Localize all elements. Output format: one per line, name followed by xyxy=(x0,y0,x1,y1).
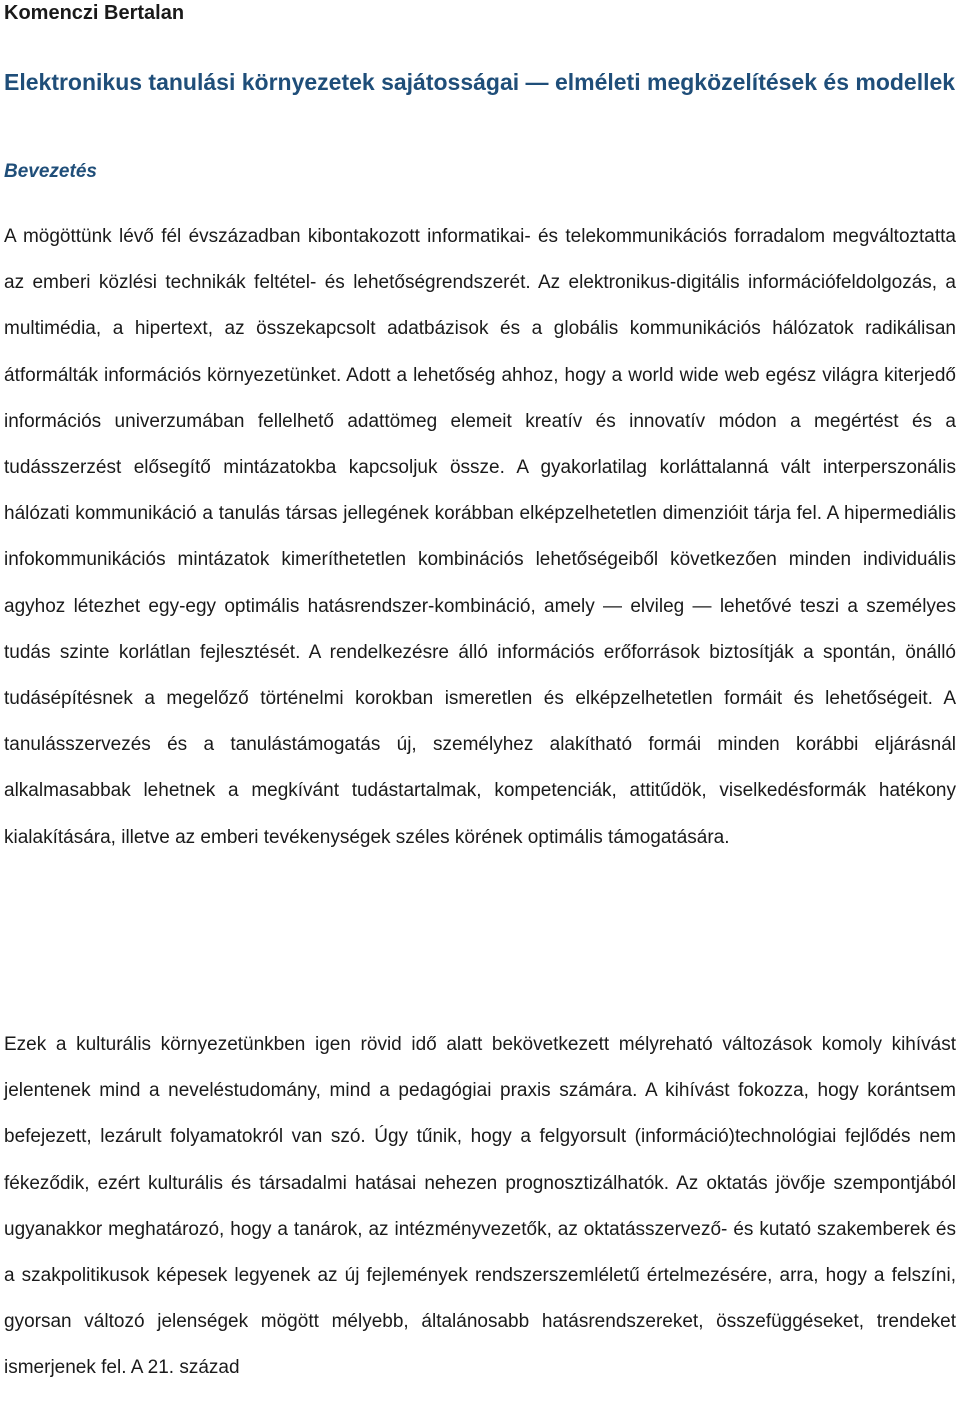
section-heading: Bevezetés xyxy=(4,161,97,182)
document-title: Elektronikus tanulási környezetek sajátosságai — elméleti megközelítések és modellek xyxy=(4,69,956,95)
body-paragraph: A mögöttünk lévő fél évszázadban kibontakozott informatikai- és telekommunikációs forradalom megváltoztatta az emberi közlési technikák feltétel- és lehetőségrendszerét. Az elektronikus-digitális információfeldolgozás, a multimédia, a hipertext, az összekapcsolt adatbázisok és a globális kommunikációs hálózatok radikálisan átformálták információs környezetünket. Adott a lehetőség ahhoz, hogy a world wide web egész világra kiterjedő információs univerzumában fellelhető adattömeg elemeit kreatív és innovatív módon a megértést és a tudásszerzést elősegítő mintázatokba kapcsoljuk össze. A gyakorlatilag korláttalanná vált interperszonális hálózati kommunikáció a tanulás társas jellegének korábban elképzelhetetlen dimenzióit tárja fel. A hipermediális infokommunikációs mintázatok kimeríthetetlen kombinációs lehetőségeiből következően minden individuális agyhoz létezhet egy-egy optimális hatásrendszer-kombináció, amely — elvileg — lehetővé teszi a személyes tudás szinte korlátlan fejlesztését. A rendelkezésre álló információs erőforrások biztosítják a spontán, önálló tudásépítésnek a megelőző történelmi korokban ismeretlen és elképzelhetetlen formáit és lehetőségeit. A tanulásszervezés és a tanulástámogatás új, személyhez alakítható formái minden korábbi eljárásnál alkalmasabbak lehetnek a megkívánt tudástartalmak, kompetenciák, attitűdök, viselkedésformák hatékony kialakítására, illetve az emberi tevékenységek széles körének optimális támogatására. xyxy=(4,226,956,848)
body-paragraph: Ezek a kulturális környezetünkben igen rövid idő alatt bekövetkezett mélyreható változások komoly kihívást jelentenek mind a neveléstudomány, mind a pedagógiai praxis számára. A kihívást fokozza, hogy korántsem befejezett, lezárult folyamatokról van szó. Úgy tűnik, hogy a felgyorsult (információ)technológiai fejlődés nem fékeződik, ezért kulturális és társadalmi hatásai nehezen prognosztizálhatók. Az oktatás jövője szempontjából ugyanakkor meghatározó, hogy a tanárok, az intézményvezetők, az oktatásszervező- és kutató szakemberek és a szakpolitikusok képesek legyenek az új fejlemények rendszerszemléletű értelmezésére, arra, hogy a felszíni, gyorsan változó jelenségek mögött mélyebb, általánosabb hatásrendszereket, összefüggéseket, trendeket ismerjenek fel. A 21. század xyxy=(4,1034,956,1379)
author-name: Komenczi Bertalan xyxy=(4,2,185,24)
